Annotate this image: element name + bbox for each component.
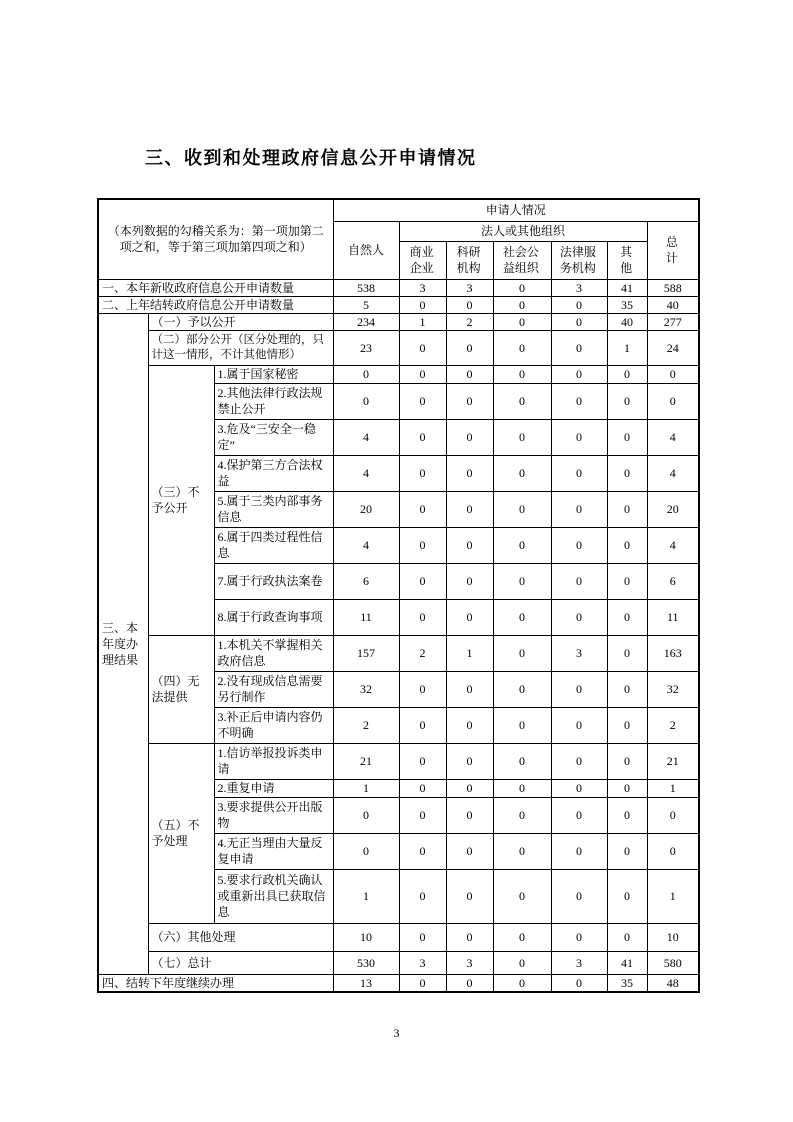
col-header-other: [607, 241, 647, 279]
data-cell: 3: [551, 951, 607, 974]
data-cell: 0: [493, 779, 551, 797]
data-cell: 20: [333, 491, 399, 527]
data-cell: 4: [333, 419, 399, 455]
table-row: [98, 635, 699, 671]
data-cell: 0: [551, 455, 607, 491]
data-cell: 0: [493, 491, 551, 527]
table-row: [98, 951, 699, 974]
data-cell: 40: [607, 313, 647, 330]
data-cell: 1: [607, 330, 647, 365]
data-cell: 0: [399, 491, 446, 527]
data-cell: 0: [551, 365, 607, 383]
data-cell: 0: [399, 365, 446, 383]
data-cell: 0: [446, 743, 493, 779]
data-cell: 0: [493, 296, 551, 313]
data-cell: 0: [399, 599, 446, 635]
row-group-unable-to-provide: （四）无法提供: [148, 635, 214, 743]
data-cell: 0: [333, 833, 399, 869]
data-cell: 0: [607, 563, 647, 599]
data-cell: 0: [446, 797, 493, 833]
header-row-1: [98, 199, 699, 221]
data-cell: 3: [399, 279, 446, 296]
data-cell: 0: [551, 296, 607, 313]
data-cell: 1: [647, 869, 699, 923]
data-cell: 1: [647, 779, 699, 797]
data-cell: 0: [446, 869, 493, 923]
col-header-legal-service: [551, 241, 607, 279]
row-label: 3.补正后申请内容仍不明确: [214, 707, 333, 743]
data-cell: 0: [446, 833, 493, 869]
row-label: 2.重复申请: [214, 779, 333, 797]
data-cell: 0: [493, 923, 551, 951]
row-label: 5.要求行政机关确认或重新出具已获取信息: [214, 869, 333, 923]
data-cell: 0: [399, 455, 446, 491]
table-row: [98, 365, 699, 383]
data-cell: 0: [399, 330, 446, 365]
data-cell: 1: [446, 635, 493, 671]
data-cell: 0: [493, 951, 551, 974]
data-cell: 0: [399, 974, 446, 992]
data-cell: 0: [607, 599, 647, 635]
data-cell: 0: [551, 527, 607, 563]
row-label: 1.信访举报投诉类申请: [214, 743, 333, 779]
data-cell: 0: [446, 923, 493, 951]
data-cell: 13: [333, 974, 399, 992]
data-cell: 0: [493, 974, 551, 992]
data-cell: 10: [333, 923, 399, 951]
data-cell: 0: [493, 455, 551, 491]
data-cell: 0: [647, 833, 699, 869]
data-cell: 35: [607, 296, 647, 313]
data-cell: 0: [399, 779, 446, 797]
data-cell: 0: [551, 779, 607, 797]
data-cell: 0: [493, 365, 551, 383]
data-cell: 0: [607, 869, 647, 923]
data-cell: 0: [647, 383, 699, 419]
data-cell: 0: [399, 923, 446, 951]
data-cell: 0: [607, 491, 647, 527]
data-cell: 0: [607, 797, 647, 833]
row-label: 8.属于行政查询事项: [214, 599, 333, 635]
row-group-refuse-disclosure: （三）不予公开: [148, 365, 214, 635]
data-cell: 40: [647, 296, 699, 313]
data-cell: 0: [446, 455, 493, 491]
data-cell: 0: [446, 365, 493, 383]
data-cell: 0: [551, 707, 607, 743]
data-cell: 0: [493, 599, 551, 635]
data-cell: 0: [333, 797, 399, 833]
data-cell: 0: [607, 365, 647, 383]
data-cell: 0: [551, 599, 607, 635]
data-cell: 0: [493, 869, 551, 923]
data-cell: 0: [333, 365, 399, 383]
data-cell: 35: [607, 974, 647, 992]
data-cell: 21: [647, 743, 699, 779]
data-cell: 0: [551, 797, 607, 833]
data-cell: 3: [551, 279, 607, 296]
data-cell: 20: [647, 491, 699, 527]
data-cell: 0: [446, 671, 493, 707]
data-cell: 0: [399, 869, 446, 923]
row-label: 7.属于行政执法案卷: [214, 563, 333, 599]
data-cell: 0: [399, 671, 446, 707]
data-cell: 530: [333, 951, 399, 974]
data-cell: 0: [446, 491, 493, 527]
row-label: 3.要求提供公开出版物: [214, 797, 333, 833]
data-cell: 41: [607, 951, 647, 974]
data-cell: 23: [333, 330, 399, 365]
col-header-total: [647, 221, 699, 279]
data-cell: 0: [607, 671, 647, 707]
col-header-business-label: 商业企业: [409, 245, 434, 275]
table-row: [98, 743, 699, 779]
data-cell: 11: [647, 599, 699, 635]
row-label: 5.属于三类内部事务信息: [214, 491, 333, 527]
data-cell: 0: [607, 743, 647, 779]
col-header-research: [446, 241, 493, 279]
row-label: 6.属于四类过程性信息: [214, 527, 333, 563]
data-cell: 0: [647, 797, 699, 833]
row-label: （二）部分公开（区分处理的，只计这一情形，不计其他情形）: [148, 330, 333, 365]
data-cell: 4: [647, 527, 699, 563]
data-cell: 0: [399, 797, 446, 833]
data-cell: 0: [607, 779, 647, 797]
data-cell: 277: [647, 313, 699, 330]
row-label: 3.危及“三安全一稳定”: [214, 419, 333, 455]
data-cell: 0: [446, 563, 493, 599]
page-number: 3: [393, 1026, 400, 1040]
data-cell: 21: [333, 743, 399, 779]
data-cell: 0: [551, 743, 607, 779]
data-cell: 0: [446, 974, 493, 992]
page-title: 三、收到和处理政府信息公开申请情况: [145, 148, 477, 168]
data-cell: 0: [446, 707, 493, 743]
col-header-applicant-situation: 申请人情况: [333, 199, 699, 221]
data-cell: 0: [551, 833, 607, 869]
data-cell: 3: [446, 279, 493, 296]
data-cell: 0: [607, 635, 647, 671]
data-cell: 0: [493, 330, 551, 365]
data-cell: 5: [333, 296, 399, 313]
data-cell: 3: [446, 951, 493, 974]
data-cell: 4: [647, 419, 699, 455]
data-cell: 0: [493, 527, 551, 563]
table-row: [98, 923, 699, 951]
data-cell: 10: [647, 923, 699, 951]
col-header-legal-service-label: 法律服务机构: [559, 245, 596, 275]
col-header-social-welfare: [493, 241, 551, 279]
data-cell: 2: [333, 707, 399, 743]
data-cell: 0: [493, 743, 551, 779]
data-cell: 0: [493, 707, 551, 743]
data-cell: 32: [333, 671, 399, 707]
col-header-natural-person: 自然人: [333, 221, 399, 279]
data-cell: 41: [607, 279, 647, 296]
row-label: 4.无正当理由大量反复申请: [214, 833, 333, 869]
data-cell: 0: [551, 419, 607, 455]
data-cell: 24: [647, 330, 699, 365]
data-cell: 48: [647, 974, 699, 992]
data-cell: 0: [493, 797, 551, 833]
table-row: [98, 296, 699, 313]
data-cell: 2: [647, 707, 699, 743]
data-cell: 0: [446, 419, 493, 455]
row-label: 2.没有现成信息需要另行制作: [214, 671, 333, 707]
col-header-legal-org-group: 法人或其他组织: [399, 221, 647, 241]
row-label: 二、上年结转政府信息公开申请数量: [98, 296, 333, 313]
data-cell: 0: [551, 974, 607, 992]
data-cell: 1: [333, 869, 399, 923]
data-cell: 0: [551, 869, 607, 923]
col-header-other-label: 其他: [620, 245, 633, 275]
data-cell: 0: [607, 923, 647, 951]
data-cell: 0: [399, 743, 446, 779]
data-cell: 0: [551, 923, 607, 951]
data-cell: 0: [399, 419, 446, 455]
col-header-research-label: 科研机构: [456, 245, 481, 275]
data-cell: 0: [493, 833, 551, 869]
data-cell: 0: [551, 330, 607, 365]
col-header-total-label: 总计: [665, 235, 678, 265]
table-row: [98, 330, 699, 365]
data-cell: 32: [647, 671, 699, 707]
data-cell: 0: [493, 313, 551, 330]
data-cell: 0: [493, 671, 551, 707]
data-cell: 0: [647, 365, 699, 383]
data-cell: 580: [647, 951, 699, 974]
row-label: （七）总计: [148, 951, 333, 974]
data-cell: 2: [446, 313, 493, 330]
data-cell: 0: [493, 279, 551, 296]
data-cell: 0: [446, 383, 493, 419]
data-cell: 0: [446, 330, 493, 365]
data-cell: 1: [333, 779, 399, 797]
data-cell: 0: [551, 491, 607, 527]
row-label: 1.属于国家秘密: [214, 365, 333, 383]
data-cell: 0: [399, 563, 446, 599]
data-cell: 0: [446, 599, 493, 635]
table-row: [98, 974, 699, 992]
table-corner-note: （本列数据的勾稽关系为：第一项加第二项之和，等于第三项加第四项之和）: [98, 199, 333, 279]
data-cell: 0: [551, 313, 607, 330]
data-cell: 0: [607, 419, 647, 455]
data-cell: 0: [399, 527, 446, 563]
data-cell: 0: [607, 707, 647, 743]
data-cell: 588: [647, 279, 699, 296]
data-cell: 0: [493, 635, 551, 671]
data-cell: 2: [399, 635, 446, 671]
data-cell: 0: [607, 527, 647, 563]
data-cell: 0: [446, 296, 493, 313]
data-cell: 1: [399, 313, 446, 330]
data-cell: 0: [607, 833, 647, 869]
data-cell: 0: [551, 563, 607, 599]
data-cell: 0: [399, 833, 446, 869]
data-cell: 6: [647, 563, 699, 599]
table-row: [98, 279, 699, 296]
data-cell: 11: [333, 599, 399, 635]
data-cell: 0: [446, 779, 493, 797]
table-row: [98, 313, 699, 330]
data-cell: 0: [399, 383, 446, 419]
data-cell: 0: [399, 296, 446, 313]
row-label: （一）予以公开: [148, 313, 333, 330]
data-cell: 163: [647, 635, 699, 671]
data-cell: 4: [333, 455, 399, 491]
data-cell: 0: [493, 383, 551, 419]
row-label: 2.其他法律行政法规禁止公开: [214, 383, 333, 419]
data-cell: 538: [333, 279, 399, 296]
data-cell: 3: [399, 951, 446, 974]
data-cell: 0: [399, 707, 446, 743]
col-header-business: [399, 241, 446, 279]
data-cell: 4: [333, 527, 399, 563]
data-cell: 0: [551, 671, 607, 707]
data-cell: 0: [493, 563, 551, 599]
data-cell: 6: [333, 563, 399, 599]
row-group-annual-results: 三、本年度办理结果: [98, 313, 148, 974]
data-cell: 3: [551, 635, 607, 671]
applications-table: [97, 198, 700, 993]
data-cell: 4: [647, 455, 699, 491]
data-cell: 0: [446, 527, 493, 563]
row-label: 一、本年新收政府信息公开申请数量: [98, 279, 333, 296]
row-group-not-processed: （五）不予处理: [148, 743, 214, 923]
row-label: 1.本机关不掌握相关政府信息: [214, 635, 333, 671]
col-header-social-welfare-label: 社会公益组织: [502, 245, 539, 275]
data-cell: 0: [493, 419, 551, 455]
row-label: （六）其他处理: [148, 923, 333, 951]
data-cell: 0: [333, 383, 399, 419]
data-cell: 157: [333, 635, 399, 671]
data-cell: 0: [607, 455, 647, 491]
row-label: 4.保护第三方合法权益: [214, 455, 333, 491]
data-cell: 234: [333, 313, 399, 330]
data-cell: 0: [551, 383, 607, 419]
data-cell: 0: [607, 383, 647, 419]
row-label: 四、结转下年度继续办理: [98, 974, 333, 992]
